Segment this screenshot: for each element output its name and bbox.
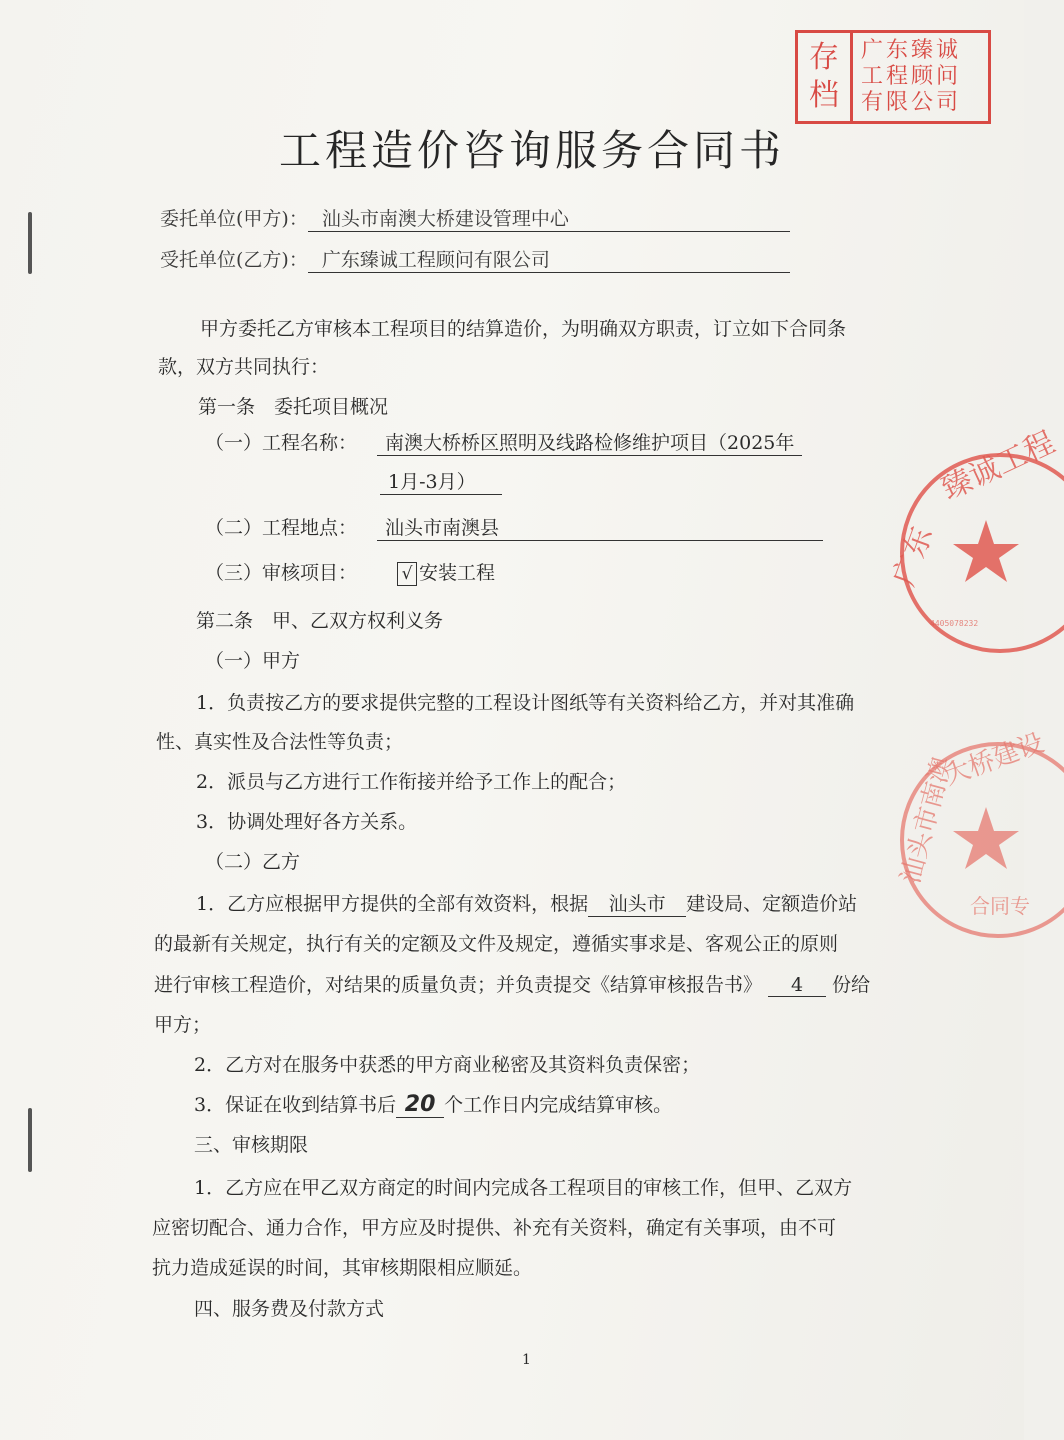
svg-text:合同专: 合同专 xyxy=(970,894,1030,918)
party-a-item: 性、真实性及合法性等负责； xyxy=(156,731,404,753)
party-b-item xyxy=(194,1090,672,1118)
intro-line: 甲方委托乙方审核本工程项目的结算造价，为明确双方职责，订立如下合同条 xyxy=(200,318,847,340)
party-b-text: 进行审核工程造价，对结果的质量负责；并负责提交《结算审核报告书》 xyxy=(154,974,763,996)
svg-text:大桥建设: 大桥建设 xyxy=(940,727,1049,792)
project-location-value: 汕头市南澳县 xyxy=(377,513,823,541)
archive-stamp-char: 档 xyxy=(809,78,839,113)
article2-heading: 第二条 甲、乙双方权利义务 xyxy=(196,610,444,632)
copies-field: 4 xyxy=(768,974,826,997)
party-b-item xyxy=(154,970,870,997)
article1-heading: 第一条 委托项目概况 xyxy=(198,396,389,418)
audit-item-value: 安装工程 xyxy=(419,562,496,584)
party-b-item: 2．乙方对在服务中获悉的甲方商业秘密及其资料负责保密； xyxy=(194,1054,701,1076)
party-b-item: 甲方； xyxy=(154,1014,212,1036)
svg-text:汕头市南澳: 汕头市南澳 xyxy=(895,753,959,887)
svg-text:臻诚工程: 臻诚工程 xyxy=(936,424,1061,508)
binder-hole-mark xyxy=(28,1108,32,1172)
party-b-text: 3．保证在收到结算书后 xyxy=(194,1094,397,1116)
client-name: 汕头市南澳大桥建设管理中心 xyxy=(308,204,790,232)
party-b-text: 个工作日内完成结算审核。 xyxy=(444,1094,673,1116)
party-a-item: 3．协调处理好各方关系。 xyxy=(196,811,418,833)
svg-text:广东: 广东 xyxy=(886,522,941,591)
party-b-item xyxy=(196,889,857,917)
archive-stamp-company xyxy=(853,33,988,121)
client-row xyxy=(160,204,790,232)
project-name-value: 南澳大桥桥区照明及线路检修维护项目（2025年 xyxy=(377,428,802,456)
checkbox-checked: √ xyxy=(397,562,417,586)
page-title: 工程造价咨询服务合同书 xyxy=(278,126,785,175)
party-a-heading: （一）甲方 xyxy=(205,650,301,672)
archive-stamp xyxy=(795,30,991,124)
project-location-label: （二）工程地点： xyxy=(205,517,358,539)
party-b-text: 建设局、定额造价站 xyxy=(686,893,858,915)
party-a-item: 2．派员与乙方进行工作衔接并给予工作上的配合； xyxy=(196,771,627,793)
party-b-heading: （二）乙方 xyxy=(205,851,301,873)
svg-text:4405078232: 4405078232 xyxy=(930,619,979,628)
article3-text: 抗力造成延误的时间，其审核期限相应顺延。 xyxy=(152,1257,533,1279)
article3-text: 应密切配合、通力合作，甲方应及时提供、补充有关资料，确定有关事项，由不可 xyxy=(152,1217,837,1239)
party-b-text: 份给 xyxy=(832,974,871,996)
client-label: 委托单位(甲方)： xyxy=(160,208,308,230)
contractor-name: 广东臻诚工程顾问有限公司 xyxy=(308,245,790,273)
archive-stamp-char: 存 xyxy=(809,40,839,75)
article4-heading: 四、服务费及付款方式 xyxy=(194,1298,385,1320)
article3-heading: 三、审核期限 xyxy=(194,1134,309,1156)
archive-stamp-line: 有限公司 xyxy=(861,90,962,115)
archive-stamp-line: 工程顾问 xyxy=(861,64,962,89)
client-contract-seal xyxy=(888,727,1049,945)
article3-text: 1．乙方应在甲乙双方商定的时间内完成各工程项目的审核工作，但甲、乙双方 xyxy=(194,1177,853,1199)
contractor-label: 受托单位(乙方)： xyxy=(160,249,308,271)
archive-stamp-line: 广东臻诚 xyxy=(861,38,962,63)
city-field: 汕头市 xyxy=(588,889,686,917)
project-name-value-2: 1月-3月） xyxy=(380,467,502,495)
audit-item-row xyxy=(205,558,495,586)
binder-hole-mark xyxy=(28,212,32,274)
party-b-item: 的最新有关规定，执行有关的定额及文件及规定，遵循实事求是、客观公正的原则 xyxy=(154,933,839,955)
company-seal xyxy=(886,424,1061,658)
party-b-text: 1．乙方应根据甲方提供的全部有效资料，根据 xyxy=(196,893,589,915)
intro-line: 款，双方共同执行： xyxy=(158,356,330,378)
handwritten-days: 20 xyxy=(396,1092,444,1118)
project-location-row xyxy=(205,513,823,541)
project-name-label: （一）工程名称： xyxy=(205,432,358,454)
page-number: 1 xyxy=(522,1352,531,1368)
project-name-row-2 xyxy=(380,467,502,495)
archive-stamp-label xyxy=(798,33,853,121)
contractor-row xyxy=(160,245,790,273)
party-a-item: 1．负责按乙方的要求提供完整的工程设计图纸等有关资料给乙方，并对其准确 xyxy=(196,692,855,714)
project-name-row xyxy=(205,428,802,456)
audit-item-label: （三）审核项目： xyxy=(205,562,358,584)
